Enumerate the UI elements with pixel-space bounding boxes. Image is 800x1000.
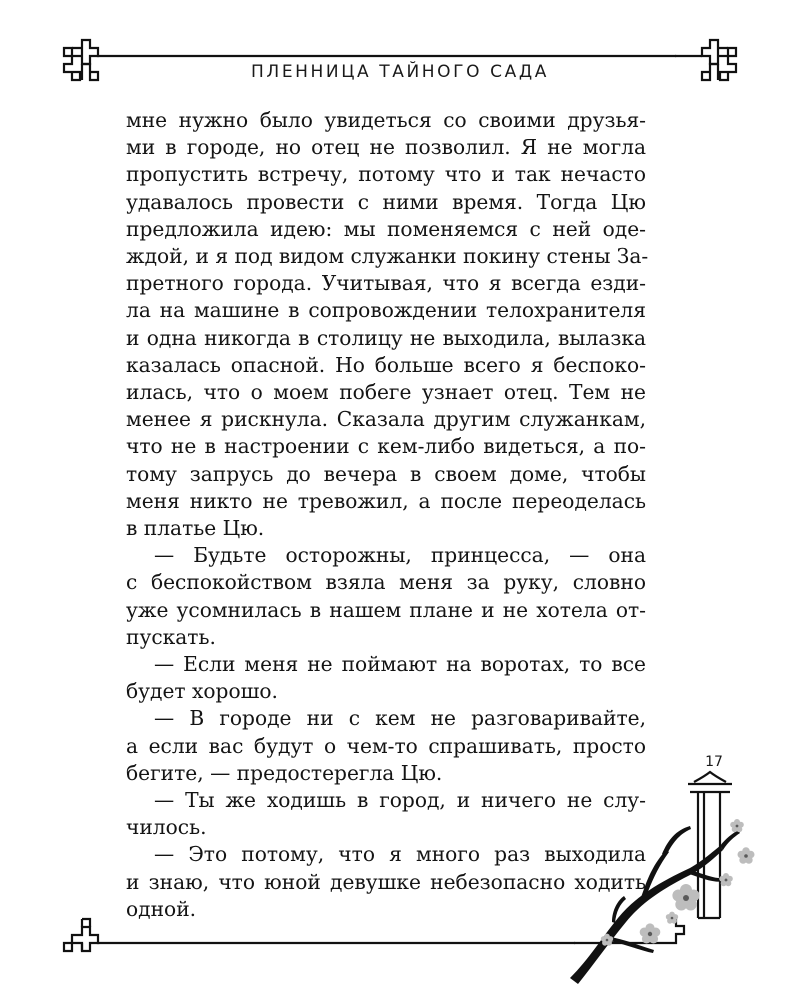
text-line: удавалось провести с ними время. Тогда Цю bbox=[126, 189, 646, 214]
text-line: пускать. bbox=[126, 624, 216, 649]
text-line: — Это потому, что я много раз выходила bbox=[154, 842, 646, 867]
text-line: — Ты же ходишь в город, и ничего не слу- bbox=[154, 788, 646, 813]
text-line: ждой, и я под видом служанки покину стены За- bbox=[126, 244, 649, 269]
text-line: меня никто не тревожил, а после переоделась bbox=[126, 488, 646, 513]
body-text bbox=[126, 107, 649, 923]
text-line: тому запрусь до вечера в своем доме, чтобы bbox=[126, 461, 646, 486]
text-line: и одна никогда в столицу не выходила, вылазка bbox=[126, 325, 646, 350]
text-line: бегите, — предостерегла Цю. bbox=[126, 760, 443, 785]
text-line: будет хорошо. bbox=[126, 679, 278, 704]
text-line: мне нужно было увидеться со своими друзья- bbox=[126, 108, 646, 132]
text-line: казалась опасной. Но больше всего я беспоко- bbox=[126, 352, 646, 377]
text-line: ла на машине в сопровождении телохранителя bbox=[126, 298, 646, 323]
running-header-title: ПЛЕННИЦА ТАЙНОГО САДА bbox=[251, 62, 549, 82]
text-line: предложила идею: мы поменяемся с ней оде- bbox=[126, 216, 646, 241]
text-line: — В городе ни с кем не разговаривайте, bbox=[154, 706, 646, 731]
text-line: с беспокойством взяла меня за руку, словно bbox=[126, 570, 646, 595]
text-line: ми в городе, но отец не позволил. Я не могла bbox=[126, 135, 646, 160]
text-line: претного города. Учитывая, что я всегда езди- bbox=[126, 271, 646, 296]
text-line: в платье Цю. bbox=[126, 516, 265, 541]
text-line: илась, что о моем побеге узнает отец. Тем не bbox=[126, 380, 646, 405]
page-number: 17 bbox=[705, 754, 723, 770]
text-line: одной. bbox=[126, 896, 197, 921]
text-line: и знаю, что юной девушке небезопасно ходить bbox=[126, 869, 646, 894]
text-line: менее я рискнула. Сказала другим служанкам, bbox=[126, 407, 646, 432]
text-line: пропустить встречу, потому что и так нечасто bbox=[126, 162, 646, 187]
text-line: — Если меня не поймают на воротах, то все bbox=[154, 652, 646, 677]
text-line: чилось. bbox=[126, 815, 207, 840]
text-line: — Будьте осторожны, принцесса, — она bbox=[154, 543, 646, 568]
corner-ornament-bottom-left-icon bbox=[64, 919, 98, 951]
text-line: а если вас будут о чем-то спрашивать, просто bbox=[126, 733, 646, 758]
text-line: что не в настроении с кем-либо видеться, а по- bbox=[126, 434, 646, 459]
text-line: уже усомнилась в нашем плане и не хотела от- bbox=[126, 597, 646, 622]
